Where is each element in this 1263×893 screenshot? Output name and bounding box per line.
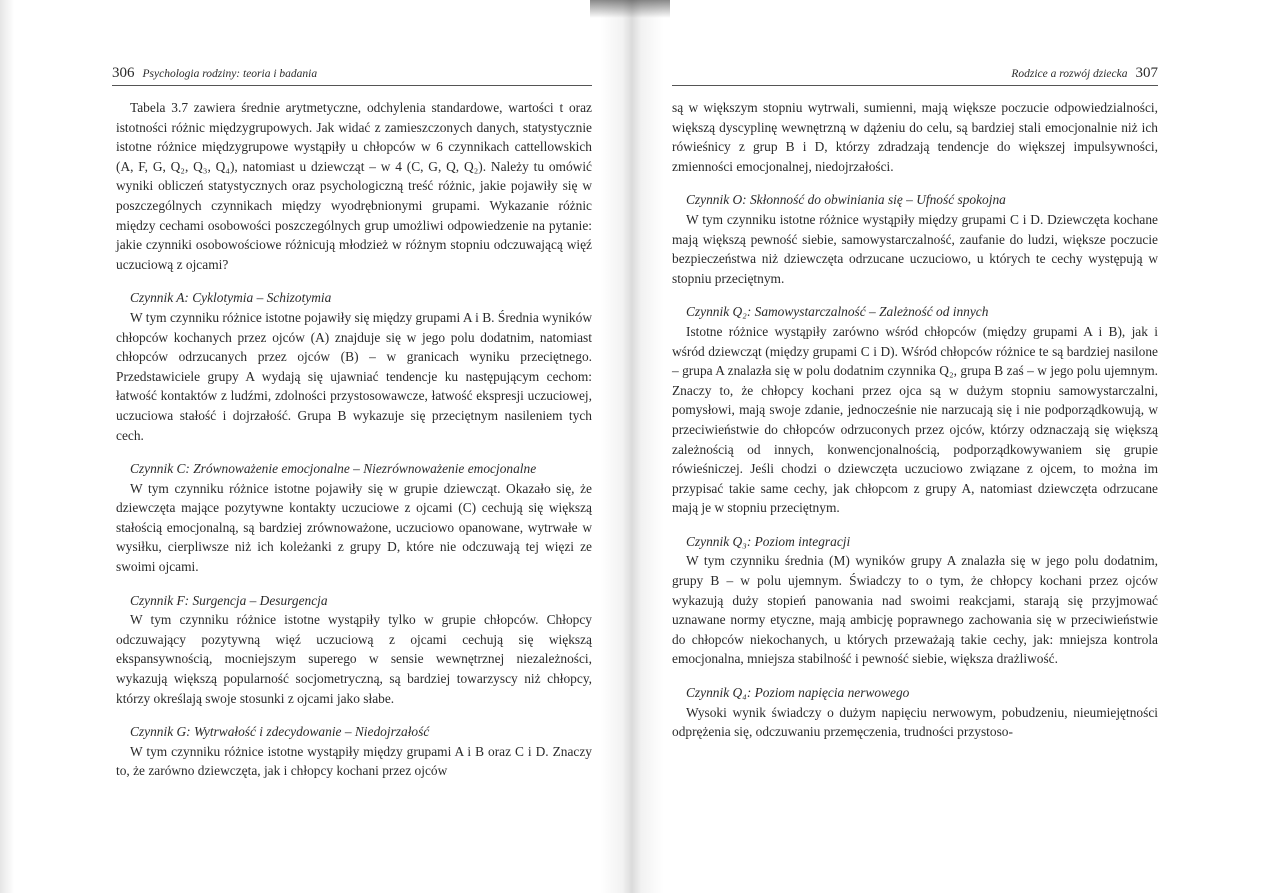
running-head bbox=[112, 63, 592, 83]
running-head bbox=[672, 63, 1158, 83]
page-number: 306 bbox=[112, 65, 135, 81]
section-text: Wysoki wynik świadczy o dużym napięciu nerwowym, pobudzeniu, nieumiejętności odprężenia się, odczuwaniu przemęczenia, trudności przystoso- bbox=[672, 704, 1158, 740]
paragraph: Tabela 3.7 zawiera średnie arytmetyczne, odchylenia standardowe, wartości t oraz istotności różnic międzygrupowych. Jak widać z zamieszczonych danych, statystycznie istotne różnice międzygrupowe wystąpiły u chłopców w 6 czynnikach cattellowskich (A, F, G, Q₂, Q₃, Q₄), natomiast u dziewcząt – w 4 (C, G, Q, Q₂). Należy tu omówić wyniki obliczeń statystycznych oraz psychologiczną treść różnic, jakie pojawiły się w poszczególnych czynnikach między wyodrębnionymi grupami. Wykazanie różnic między cechami osobowości poszczególnych grup umożliwi odpowiedzenie na pytanie: jakie czynniki osobowościowe różnicują młodzież w różnym stopniu odczuwającą więź uczuciową z ojcami? bbox=[116, 100, 592, 272]
section-heading: Czynnik A: Cyklotymia – Schizotymia bbox=[130, 290, 332, 306]
section-heading: Czynnik Q₃: Poziom integracji bbox=[686, 533, 851, 549]
page-number: 307 bbox=[1135, 65, 1158, 81]
section-heading: Czynnik F: Surgencja – Desurgencja bbox=[130, 592, 328, 608]
section-heading: Czynnik O: Skłonność do obwiniania się – Ufność spokojna bbox=[686, 192, 1006, 208]
page-edge-shadow bbox=[0, 0, 14, 893]
section-text: W tym czynniku średnia (M) wyników grupy A znalazła się w jego polu dodatnim, grupy B – w polu ujemnym. Świadczy to o tym, że chłopcy kochani przez ojców wykazują duży stopień panowania nad swoimi reakcjami, starają się przyjmować uznawane normy etyczne, mają ambicję poprawnego zachowania się w przeciwieństwie do chłopców niekochanych, u których przeważają takie cechy, jak: mniejsza kontrola emocjonalna, mniejsza stabilność i pewność siebie, większa drażliwość. bbox=[672, 553, 1158, 667]
header-rule bbox=[112, 85, 592, 86]
section-heading: Czynnik G: Wytrwałość i zdecydowanie – Niedojrzałość bbox=[130, 724, 430, 740]
page-body bbox=[672, 98, 1158, 742]
header-rule bbox=[672, 85, 1158, 86]
running-title: Psychologia rodziny: teoria i badania bbox=[142, 68, 318, 80]
section-text: W tym czynniku istotne różnice wystąpiły między grupami C i D. Dziewczęta kochane mają większą pewność siebie, samowystarczalność, zaufanie do ludzi, większe poczucie bezpieczeństwa niż dziewczęta odrzucane uczuciowo, u których te cechy występują w stopniu przeciętnym. bbox=[672, 211, 1158, 286]
section-text: W tym czynniku różnice istotne wystąpiły tylko w grupie chłopców. Chłopcy odczuwający pozytywną więź uczuciową z ojcami cechują się większą ekspansywnością, mocniejszym superego w sensie wewnętrznej niezależności, wykazują większą popularność socjometryczną, są bardziej towarzyscy niż chłopcy, którzy określają swoje stosunki z ojcami jako słabe. bbox=[116, 612, 592, 706]
section-text: Istotne różnice wystąpiły zarówno wśród chłopców (między grupami A i B), jak i wśród dziewcząt (między grupami C i D). Wśród chłopców różnice te są bardziej nasilone – grupa A znalazła się w polu dodatnim czynnika Q₂, grupa B zaś – w jego polu ujemnym. Znaczy to, że chłopcy kochani przez ojca są w dużym stopniu samowystarczalni, pomysłowi, mają swoje zdanie, jednocześnie nie narzucają się i nie podporządkowują, w przeciwieństwie do chłopców odrzuconych przez ojców, którzy odznaczają się większą zależnością od innych, konwencjonalnością, podporządkowywaniem się grupie rówieśniczej. Jeśli chodzi o dziewczęta uczuciowo związane z ojcem, to można im przypisać takie same cechy, jak chłopcom z grupy A, natomiast dziewczęta odrzucane mają je w stopniu przeciętnym. bbox=[672, 323, 1158, 516]
section-heading: Czynnik C: Zrównoważenie emocjonalne – Niezrównoważenie emocjonalne bbox=[130, 461, 537, 477]
left-page bbox=[112, 0, 592, 893]
right-page bbox=[672, 0, 1158, 893]
paragraph: są w większym stopniu wytrwali, sumienni, mają większe poczucie odpowiedzialności, większą dyscyplinę wewnętrzną w dążeniu do celu, są bardziej stali emocjonalnie niż ich rówieśnicy z grup B i D, którzy zdradzają tendencje do większej impulsywności, zmienności emocjonalnej, niedojrzałości. bbox=[672, 100, 1158, 174]
gutter-binding-shadow bbox=[590, 0, 670, 18]
section-text: W tym czynniku różnice istotne pojawiły się między grupami A i B. Średnia wyników chłopców kochanych przez ojców (A) znajduje się w jego polu dodatnim, natomiast chłopców odrzucanych przez ojców (B) – w granicach wyniku przeciętnego. Przedstawiciele grupy A wydają się ujawniać tendencje ku następującym cechom: łatwość kontaktów z ludźmi, zdolności przystosowawcze, łatwość ekspresji uczuciowej, uczuciowa stałość i dojrzałość. Grupa B wykazuje się przeciętnym nasileniem tych cech. bbox=[116, 309, 592, 443]
section-heading: Czynnik Q₂: Samowystarczalność – Zależność od innych bbox=[686, 304, 989, 320]
section-text: W tym czynniku różnice istotne pojawiły się w grupie dziewcząt. Okazało się, że dziewczęta mające pozytywne kontakty uczuciowe z ojcami (C) cechują się większą stałością emocjonalną, są bardziej zrównoważone, uczuciowo opanowane, wytrwałe w wysiłku, cierpliwsze niż ich koleżanki z grupy D, które nie odczuwają tej więzi ze swoimi ojcami. bbox=[116, 480, 592, 575]
book-gutter bbox=[600, 0, 664, 893]
section-text: W tym czynniku różnice istotne wystąpiły między grupami A i B oraz C i D. Znaczy to, że zarówno dziewczęta, jak i chłopcy kochani przez ojców bbox=[116, 743, 592, 779]
running-title: Rodzice a rozwój dziecka bbox=[1011, 68, 1128, 80]
page-body bbox=[116, 98, 592, 781]
section-heading: Czynnik Q₄: Poziom napięcia nerwowego bbox=[686, 685, 910, 701]
